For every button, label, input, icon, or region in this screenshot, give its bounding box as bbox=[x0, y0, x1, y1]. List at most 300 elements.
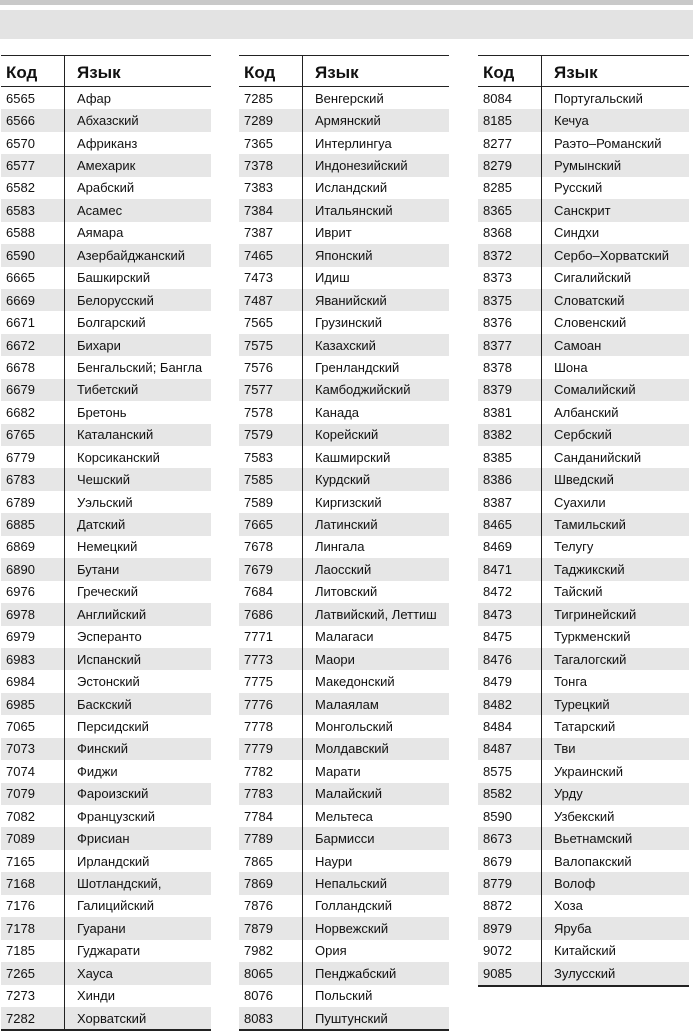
language-name-cell: Самоан bbox=[542, 334, 690, 356]
language-code-cell: 7778 bbox=[239, 715, 303, 737]
table-row bbox=[1, 401, 211, 423]
language-name-cell: Тонга bbox=[554, 674, 588, 690]
table-row bbox=[1, 693, 211, 715]
language-code-cell: 7384 bbox=[239, 199, 303, 221]
language-name-cell: Немецкий bbox=[77, 539, 138, 555]
language-name-cell: Кечуа bbox=[542, 109, 690, 131]
language-name-cell: Белорусский bbox=[65, 289, 212, 311]
table-row bbox=[239, 827, 449, 849]
language-name-cell: Уэльский bbox=[77, 494, 133, 510]
language-name-cell: Мельтеса bbox=[315, 808, 373, 824]
language-code-cell: 8375 bbox=[478, 289, 542, 311]
language-name-cell: Корсиканский bbox=[77, 449, 160, 465]
table-row bbox=[239, 603, 449, 625]
language-name-cell: Сигалийский bbox=[554, 270, 632, 286]
language-name-cell: Вьетнамский bbox=[542, 827, 690, 849]
language-name-cell: Китайский bbox=[554, 943, 616, 959]
language-name-cell: Яруба bbox=[542, 917, 690, 939]
language-code-cell: 8465 bbox=[478, 513, 542, 535]
language-code-cell: 7773 bbox=[239, 648, 303, 670]
language-code-cell: 8475 bbox=[478, 626, 542, 648]
language-name-cell: Шотландский, bbox=[65, 872, 212, 894]
language-name-cell: Словатский bbox=[542, 289, 690, 311]
language-code-cell: 6582 bbox=[1, 177, 65, 199]
language-name-cell: Монгольский bbox=[315, 718, 393, 734]
table-row bbox=[1, 424, 211, 446]
language-code-cell: 7185 bbox=[1, 940, 65, 962]
language-name-cell: Персидский bbox=[77, 718, 149, 734]
language-code-cell: 8065 bbox=[239, 962, 303, 984]
language-code-table-2 bbox=[239, 55, 449, 1031]
language-name-cell: Польский bbox=[315, 988, 373, 1004]
table-row bbox=[478, 491, 689, 513]
language-name-cell: Пуштунский bbox=[303, 1007, 450, 1030]
table-row bbox=[478, 872, 689, 894]
table-row bbox=[478, 132, 689, 154]
table-row bbox=[1, 648, 211, 670]
language-name-cell: Фиджи bbox=[77, 763, 118, 779]
language-name-cell: Испанский bbox=[65, 648, 212, 670]
language-name-cell: Ория bbox=[315, 943, 347, 959]
language-code-cell: 6976 bbox=[1, 581, 65, 603]
language-code-cell: 9072 bbox=[478, 940, 542, 962]
table-row bbox=[239, 715, 449, 737]
language-name-cell: Грузинский bbox=[315, 315, 383, 331]
table-row bbox=[1, 805, 211, 827]
language-code-cell: 6783 bbox=[1, 468, 65, 490]
language-code-cell: 7176 bbox=[1, 895, 65, 917]
language-name-cell: Японский bbox=[303, 244, 450, 266]
language-code-cell: 7074 bbox=[1, 760, 65, 782]
language-name-cell: Тайский bbox=[554, 584, 603, 600]
table-row bbox=[239, 760, 449, 782]
table-row bbox=[478, 827, 689, 849]
language-code-cell: 8378 bbox=[478, 356, 542, 378]
language-name-cell: Сербо–Хорватский bbox=[542, 244, 690, 266]
table-row bbox=[478, 670, 689, 692]
language-name-cell: Наури bbox=[315, 853, 353, 869]
language-name-cell: Сомалийский bbox=[542, 379, 690, 401]
table-row bbox=[1, 356, 211, 378]
table-row bbox=[478, 87, 689, 110]
language-code-cell: 7273 bbox=[1, 985, 65, 1007]
table-row bbox=[239, 424, 449, 446]
language-code-cell: 7473 bbox=[239, 267, 303, 289]
language-name-cell: Лаосский bbox=[303, 558, 450, 580]
language-name-cell: Бихари bbox=[65, 334, 212, 356]
language-code-cell: 6885 bbox=[1, 513, 65, 535]
language-code-cell: 8084 bbox=[478, 87, 542, 110]
language-code-cell: 7285 bbox=[239, 87, 303, 110]
table-row bbox=[1, 244, 211, 266]
table-row bbox=[239, 670, 449, 692]
language-code-column-2 bbox=[239, 55, 449, 1031]
table-row bbox=[239, 311, 449, 333]
language-code-cell: 8368 bbox=[478, 222, 542, 244]
table-row bbox=[1, 289, 211, 311]
language-name-cell: Венгерский bbox=[315, 90, 384, 106]
language-name-cell: Гренландский bbox=[315, 359, 400, 375]
language-name-cell: Бретонь bbox=[77, 404, 127, 420]
table-row bbox=[478, 940, 689, 962]
language-name-cell: Тигринейский bbox=[542, 603, 690, 625]
language-code-cell: 7577 bbox=[239, 379, 303, 401]
table-row bbox=[239, 895, 449, 917]
language-name-cell: Исландский bbox=[315, 180, 388, 196]
table-row bbox=[1, 199, 211, 221]
language-name-cell: Фрисиан bbox=[65, 827, 212, 849]
language-code-cell: 8979 bbox=[478, 917, 542, 939]
language-code-table-3 bbox=[478, 55, 689, 987]
language-name-cell: Африканз bbox=[77, 135, 138, 151]
language-code-cell: 6590 bbox=[1, 244, 65, 266]
table-row bbox=[239, 468, 449, 490]
language-name-cell: Датский bbox=[65, 513, 212, 535]
language-code-cell: 7079 bbox=[1, 783, 65, 805]
language-code-cell: 6566 bbox=[1, 109, 65, 131]
language-name-cell: Аямара bbox=[77, 225, 124, 241]
language-name-cell: Амехарик bbox=[65, 154, 212, 176]
language-code-cell: 7575 bbox=[239, 334, 303, 356]
language-code-cell: 7378 bbox=[239, 154, 303, 176]
language-code-cell: 7876 bbox=[239, 895, 303, 917]
table-row bbox=[478, 401, 689, 423]
language-name-cell: Малагаси bbox=[315, 629, 374, 645]
language-code-cell: 6570 bbox=[1, 132, 65, 154]
language-code-cell: 7784 bbox=[239, 805, 303, 827]
table-row bbox=[478, 603, 689, 625]
language-code-cell: 6678 bbox=[1, 356, 65, 378]
language-code-cell: 6577 bbox=[1, 154, 65, 176]
language-code-cell: 7869 bbox=[239, 872, 303, 894]
table-row bbox=[1, 670, 211, 692]
language-code-cell: 8372 bbox=[478, 244, 542, 266]
language-code-cell: 6789 bbox=[1, 491, 65, 513]
language-code-cell: 7771 bbox=[239, 626, 303, 648]
language-code-cell: 7679 bbox=[239, 558, 303, 580]
language-code-cell: 7065 bbox=[1, 715, 65, 737]
language-code-cell: 7565 bbox=[239, 311, 303, 333]
table-row bbox=[478, 468, 689, 490]
table-row bbox=[239, 558, 449, 580]
language-code-cell: 7589 bbox=[239, 491, 303, 513]
language-name-cell: Азербайджанский bbox=[65, 244, 212, 266]
table-row bbox=[1, 334, 211, 356]
table-row bbox=[1, 513, 211, 535]
language-name-cell: Болгарский bbox=[77, 315, 146, 331]
table-body bbox=[1, 87, 211, 1031]
language-code-cell: 7684 bbox=[239, 581, 303, 603]
language-name-cell: Идиш bbox=[315, 270, 350, 286]
table-row bbox=[478, 311, 689, 333]
language-code-cell: 7686 bbox=[239, 603, 303, 625]
language-code-cell: 7879 bbox=[239, 917, 303, 939]
table-row bbox=[478, 805, 689, 827]
table-row bbox=[1, 850, 211, 872]
table-row bbox=[478, 962, 689, 985]
language-name-cell: Синдхи bbox=[554, 225, 600, 241]
language-code-cell: 6979 bbox=[1, 626, 65, 648]
table-row bbox=[478, 334, 689, 356]
language-name-cell: Санданийский bbox=[554, 449, 642, 465]
language-code-cell: 6665 bbox=[1, 267, 65, 289]
language-name-cell: Урду bbox=[542, 783, 690, 805]
language-code-cell: 8590 bbox=[478, 805, 542, 827]
language-name-cell: Латвийский, Леттиш bbox=[303, 603, 450, 625]
language-name-cell: Телугу bbox=[554, 539, 594, 555]
language-name-cell: Эстонский bbox=[77, 674, 140, 690]
table-row bbox=[1, 985, 211, 1007]
language-code-cell: 8076 bbox=[239, 985, 303, 1007]
table-row bbox=[478, 760, 689, 782]
language-name-cell: Малаялам bbox=[303, 693, 450, 715]
language-name-cell: Молдавский bbox=[303, 738, 450, 760]
language-code-cell: 8487 bbox=[478, 738, 542, 760]
code-column-header: Код bbox=[239, 56, 303, 87]
table-row bbox=[239, 581, 449, 603]
table-row bbox=[478, 917, 689, 939]
language-name-cell: Португальский bbox=[554, 90, 643, 106]
table-row bbox=[239, 222, 449, 244]
language-name-cell: Таджикский bbox=[542, 558, 690, 580]
language-code-cell: 7775 bbox=[239, 670, 303, 692]
table-row bbox=[478, 648, 689, 670]
table-row bbox=[239, 401, 449, 423]
language-code-cell: 7383 bbox=[239, 177, 303, 199]
language-name-cell: Узбекский bbox=[554, 808, 615, 824]
language-code-cell: 8277 bbox=[478, 132, 542, 154]
table-row bbox=[239, 872, 449, 894]
table-row bbox=[478, 626, 689, 648]
table-row bbox=[239, 648, 449, 670]
language-code-cell: 6765 bbox=[1, 424, 65, 446]
language-code-cell: 6679 bbox=[1, 379, 65, 401]
table-row bbox=[1, 895, 211, 917]
language-code-cell: 8387 bbox=[478, 491, 542, 513]
language-name-cell: Итальянский bbox=[303, 199, 450, 221]
language-code-cell: 7265 bbox=[1, 962, 65, 984]
table-row bbox=[478, 199, 689, 221]
language-code-cell: 7585 bbox=[239, 468, 303, 490]
table-row bbox=[239, 962, 449, 984]
table-row bbox=[239, 1007, 449, 1030]
table-row bbox=[1, 626, 211, 648]
language-name-cell: Афар bbox=[77, 90, 111, 106]
language-code-cell: 6671 bbox=[1, 311, 65, 333]
top-rule bbox=[0, 0, 693, 5]
table-row bbox=[478, 513, 689, 535]
language-code-cell: 7465 bbox=[239, 244, 303, 266]
language-name-cell: Македонский bbox=[315, 674, 395, 690]
table-header-row bbox=[1, 56, 211, 87]
table-row bbox=[1, 222, 211, 244]
language-code-cell: 7579 bbox=[239, 424, 303, 446]
table-row bbox=[1, 379, 211, 401]
language-code-cell: 6672 bbox=[1, 334, 65, 356]
language-name-cell: Хинди bbox=[77, 988, 115, 1004]
language-name-cell: Кашмирский bbox=[315, 449, 391, 465]
language-name-cell: Сербский bbox=[542, 424, 690, 446]
language-name-cell: Валопакский bbox=[554, 853, 632, 869]
language-code-cell: 7779 bbox=[239, 738, 303, 760]
language-code-cell: 6890 bbox=[1, 558, 65, 580]
language-name-cell: Раэто–Романский bbox=[554, 135, 662, 151]
table-row bbox=[239, 805, 449, 827]
language-name-cell: Киргизский bbox=[315, 494, 382, 510]
table-row bbox=[478, 895, 689, 917]
table-row bbox=[239, 244, 449, 266]
language-name-cell: Бармисси bbox=[303, 827, 450, 849]
language-code-cell: 7089 bbox=[1, 827, 65, 849]
language-name-cell: Албанский bbox=[554, 404, 619, 420]
language-column-header: Язык bbox=[542, 56, 690, 87]
language-code-cell: 8673 bbox=[478, 827, 542, 849]
language-name-cell: Асамес bbox=[65, 199, 212, 221]
table-row bbox=[239, 177, 449, 199]
table-row bbox=[1, 177, 211, 199]
language-name-cell: Галицийский bbox=[77, 898, 155, 914]
table-row bbox=[239, 446, 449, 468]
table-row bbox=[239, 267, 449, 289]
table-row bbox=[1, 917, 211, 939]
table-row bbox=[239, 334, 449, 356]
language-code-cell: 7387 bbox=[239, 222, 303, 244]
language-name-cell: Яванийский bbox=[303, 289, 450, 311]
language-code-cell: 8582 bbox=[478, 783, 542, 805]
language-code-cell: 7783 bbox=[239, 783, 303, 805]
language-code-cell: 7583 bbox=[239, 446, 303, 468]
table-row bbox=[478, 109, 689, 131]
table-row bbox=[478, 177, 689, 199]
language-code-cell: 6588 bbox=[1, 222, 65, 244]
language-name-cell: Тви bbox=[542, 738, 690, 760]
language-name-cell: Иврит bbox=[315, 225, 352, 241]
table-row bbox=[1, 715, 211, 737]
table-row bbox=[239, 626, 449, 648]
language-name-cell: Французский bbox=[77, 808, 155, 824]
language-code-cell: 8083 bbox=[239, 1007, 303, 1030]
language-name-cell: Пенджабский bbox=[303, 962, 450, 984]
language-name-cell: Тибетский bbox=[65, 379, 212, 401]
language-name-cell: Бенгальский; Бангла bbox=[77, 359, 203, 375]
table-row bbox=[239, 491, 449, 513]
language-code-cell: 8469 bbox=[478, 536, 542, 558]
table-row bbox=[239, 783, 449, 805]
table-row bbox=[478, 356, 689, 378]
table-row bbox=[239, 940, 449, 962]
language-name-cell: Чешский bbox=[65, 468, 212, 490]
table-body bbox=[239, 87, 449, 1031]
language-code-cell: 7289 bbox=[239, 109, 303, 131]
language-name-cell: Турецкий bbox=[542, 693, 690, 715]
language-code-cell: 7678 bbox=[239, 536, 303, 558]
table-row bbox=[239, 738, 449, 760]
language-code-table-1 bbox=[1, 55, 211, 1031]
table-row bbox=[478, 267, 689, 289]
language-code-cell: 6984 bbox=[1, 670, 65, 692]
language-code-cell: 8379 bbox=[478, 379, 542, 401]
table-row bbox=[478, 536, 689, 558]
table-row bbox=[239, 289, 449, 311]
table-row bbox=[239, 132, 449, 154]
table-row bbox=[1, 1007, 211, 1030]
language-name-cell: Хоза bbox=[554, 898, 583, 914]
table-row bbox=[1, 536, 211, 558]
language-name-cell: Латинский bbox=[303, 513, 450, 535]
language-name-cell: Башкирский bbox=[77, 270, 151, 286]
language-name-cell: Английский bbox=[65, 603, 212, 625]
language-name-cell: Бутани bbox=[65, 558, 212, 580]
language-code-column-1 bbox=[1, 55, 211, 1031]
table-row bbox=[478, 581, 689, 603]
language-name-cell: Малайский bbox=[303, 783, 450, 805]
table-row bbox=[239, 917, 449, 939]
table-row bbox=[1, 738, 211, 760]
language-name-cell: Абхазский bbox=[65, 109, 212, 131]
language-column-header: Язык bbox=[65, 56, 212, 87]
table-row bbox=[239, 850, 449, 872]
language-name-cell: Тамильский bbox=[542, 513, 690, 535]
table-row bbox=[478, 244, 689, 266]
language-code-cell: 7282 bbox=[1, 1007, 65, 1030]
language-code-cell: 8381 bbox=[478, 401, 542, 423]
language-code-cell: 8385 bbox=[478, 446, 542, 468]
table-row bbox=[1, 311, 211, 333]
language-name-cell: Марати bbox=[315, 763, 361, 779]
language-code-cell: 7168 bbox=[1, 872, 65, 894]
language-code-cell: 8482 bbox=[478, 693, 542, 715]
language-name-cell: Фароизский bbox=[65, 783, 212, 805]
table-row bbox=[478, 693, 689, 715]
language-name-cell: Тагалогский bbox=[542, 648, 690, 670]
table-row bbox=[1, 132, 211, 154]
language-name-cell: Словенский bbox=[554, 315, 627, 331]
language-name-cell: Волоф bbox=[542, 872, 690, 894]
table-row bbox=[1, 603, 211, 625]
language-code-cell: 7776 bbox=[239, 693, 303, 715]
language-code-cell: 7578 bbox=[239, 401, 303, 423]
language-code-cell: 7082 bbox=[1, 805, 65, 827]
table-row bbox=[1, 446, 211, 468]
header-band bbox=[0, 10, 693, 39]
language-name-cell: Голландский bbox=[315, 898, 392, 914]
language-code-cell: 8779 bbox=[478, 872, 542, 894]
table-row bbox=[239, 985, 449, 1007]
code-column-header: Код bbox=[1, 56, 65, 87]
language-code-cell: 7789 bbox=[239, 827, 303, 849]
table-row bbox=[478, 783, 689, 805]
table-row bbox=[239, 109, 449, 131]
language-name-cell: Эсперанто bbox=[77, 629, 142, 645]
language-code-cell: 7576 bbox=[239, 356, 303, 378]
language-name-cell: Русский bbox=[554, 180, 603, 196]
table-row bbox=[1, 783, 211, 805]
language-code-cell: 7073 bbox=[1, 738, 65, 760]
table-row bbox=[239, 199, 449, 221]
language-code-cell: 8185 bbox=[478, 109, 542, 131]
table-row bbox=[1, 109, 211, 131]
table-row bbox=[239, 87, 449, 110]
language-code-cell: 6669 bbox=[1, 289, 65, 311]
language-name-cell: Туркменский bbox=[554, 629, 631, 645]
language-code-cell: 9085 bbox=[478, 962, 542, 985]
language-name-cell: Румынский bbox=[542, 154, 690, 176]
language-code-cell: 8473 bbox=[478, 603, 542, 625]
language-code-cell: 7178 bbox=[1, 917, 65, 939]
table-row bbox=[239, 154, 449, 176]
table-row bbox=[239, 536, 449, 558]
language-code-cell: 8382 bbox=[478, 424, 542, 446]
